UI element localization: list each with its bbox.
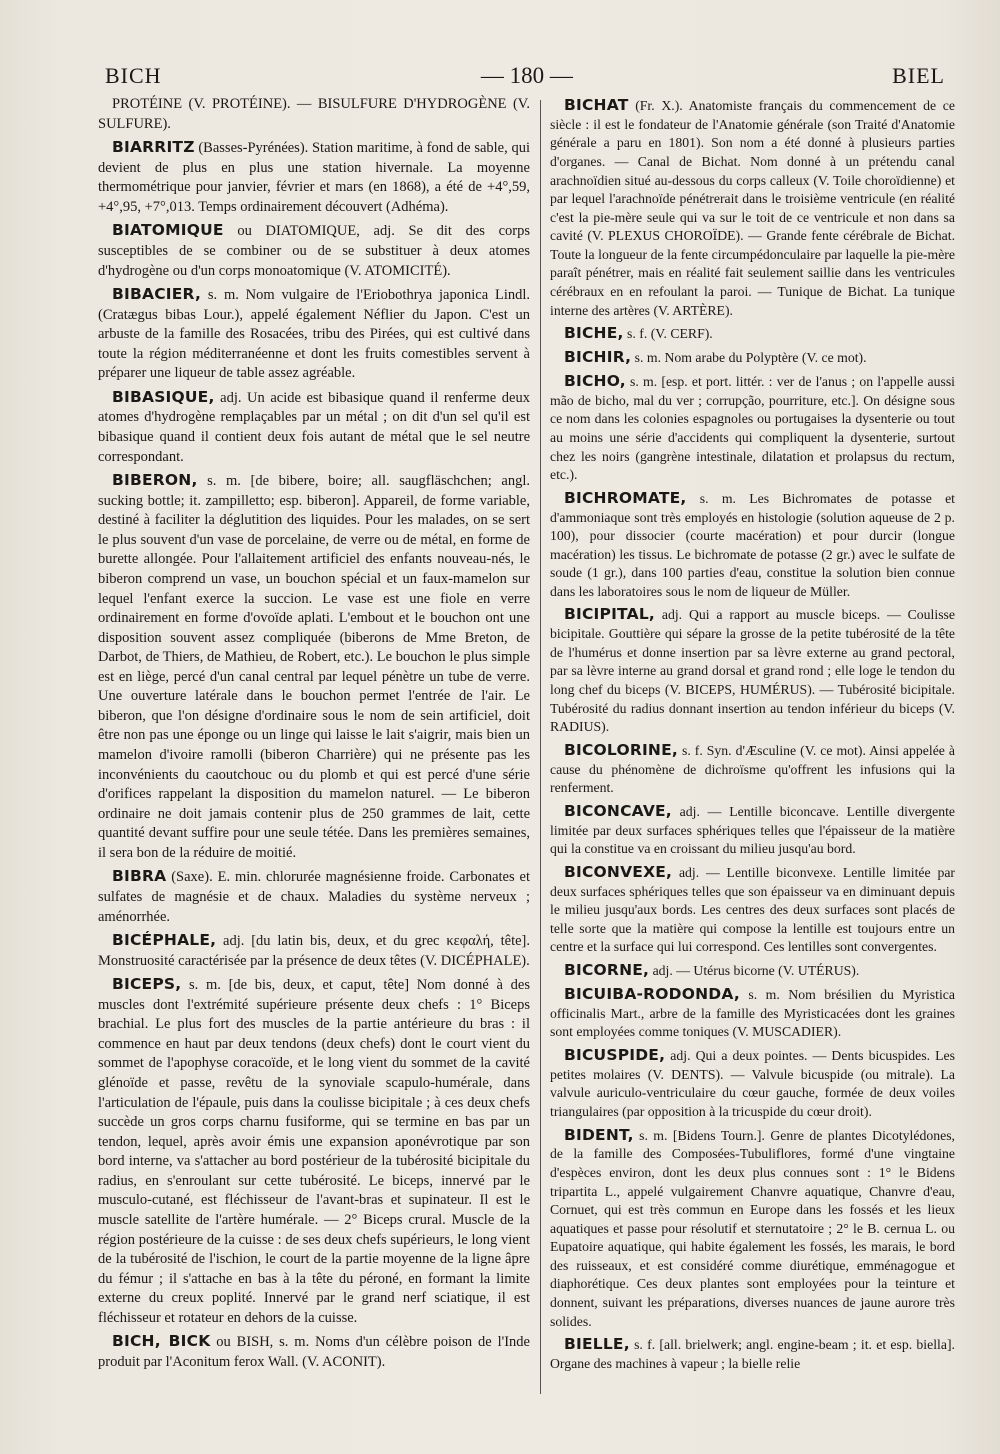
entry-headword: BICHIR, [564, 348, 632, 367]
entry-headword: BICOLORINE, [564, 740, 678, 759]
entry-text: s. f. [all. brielwerk; angl. engine-beam ; it. et esp. biella]. Organe des machines à vapeur ; la bielle relie [550, 1337, 955, 1372]
dictionary-entry [98, 866, 530, 927]
entry-text: s. m. [de bis, deux, et caput, tête] Nom donné à des muscles dont l'extrémité supérieure présente deux chefs : 1° Biceps brachial. Le plus fort des muscles de la partie antérieure du bras : il commence en haut par deux tendons (deux chefs) dont le court vient du sommet de l'apophyse coracoïde, et le long vient du sommet de la cavité glénoïde et passe, revêtu de la synoviale scapulo-humérale, dans l'articulation de l'épaule, puis dans la coulisse bicipitale ; à ces deux chefs succède un gros corps charnu fusiforme, qui se termine en bas par un tendon, lequel, après avoir émis une expansion aponévrotique par son bord interne, va s'attacher au bord postérieur de la tubérosité bicipitale du radius, en s'enroulant sur cette tubérosité. Le biceps, innervé par le musculo-cutané, est fléchisseur de l'avant-bras et supinateur. Il est le muscle satellite de l'artère humérale. — 2° Biceps crural. Muscle de la région postérieure de la cuisse : de ses deux chefs supérieurs, le long vient de la tubérosité de l'ischion, le court de la partie moyenne de la ligne âpre du fémur ; il s'attache en bas à la tête du péroné, en formant la limite externe du creux poplité. Innervé par le grand nerf sciatique, il est fléchisseur et rotateur en dehors de la cuisse. [98, 977, 530, 1326]
dictionary-entry [98, 470, 530, 863]
entry-text: s. m. Nom arabe du Polyptère (V. ce mot). [631, 350, 867, 366]
entry-headword: BICHO, [564, 371, 626, 390]
entry-text: s. m. Les Bichromates de potasse et d'ammoniaque sont très employés en histologie (solution aqueuse de 2 p. 100), pour dissocier (courte macération) et pour durcir (longue macération) les tissus. Le bichromate de potasse (2 gr.) avec le sulfate de soude (1 gr.), dans 100 parties d'eau, constitue la solution bien connue dans les laboratoires sous le nom de liqueur de Müller. [550, 490, 955, 599]
entry-headword: BIELLE, [564, 1335, 630, 1354]
right-column [550, 95, 955, 1402]
dictionary-entry [98, 387, 530, 467]
dictionary-entry [98, 284, 530, 384]
entry-headword: BICONVEXE, [564, 862, 673, 881]
dictionary-entry [550, 984, 955, 1042]
dictionary-entry [550, 740, 955, 798]
entry-headword: BICONCAVE, [564, 801, 672, 820]
entry-text: adj. Qui a rapport au muscle biceps. — Coulisse bicipitale. Gouttière qui sépare la grosse de la petite tubérosité de la tête de l'humérus et donne insertion par sa lèvre externe au grand pectoral, par sa lèvre interne au grand dorsal et grand rond ; elle loge le tendon du long chef du biceps (V. BICEPS, HUMÉRUS). — Tubérosité bicipitale. Tubérosité du radius donnant insertion au tendon inférieur du biceps (V. RADIUS). [550, 607, 955, 735]
entry-headword: BICH, BICK [112, 1332, 211, 1351]
entry-headword: BICUIBA-RODONDA, [564, 984, 740, 1003]
entry-text: s. m. [de bibere, boire; all. saugfläschchen; angl. sucking bottle; it. zampilletto; esp. biberon]. Appareil, de forme variable, destiné à faciliter la déglutition des liquides. Pour les malades, on se sert le plus souvent d'un vase de porcelaine, de verre ou de métal, en forme de burette allongée. Pour l'allaitement artificiel des enfants nouveau-nés, le biberon comprend un vase, un bouchon spécial et un faux-mamelon sur lequel l'enfant exerce la succion. Le vase est une fiole en verre ordinairement en forme d'ovoïde aplati. L'embout et le bouchon ont une disposition souvent assez compliquée (biberons de Mme Breton, de Darbot, de Thiers, de Mathieu, de Robert, etc.). Le bouchon le plus simple est en liège, percé d'un canal central par lequel pénètre un tube de verre. Une ouverture latérale dans le bouchon permet l'entrée de l'air. Le biberon, que l'on désigne d'ordinaire sous le nom de sein artificiel, doit être non pas une éponge ou un linge qui laisse le lait s'aigrir, mais bien un mamelon d'ivoire ramolli (biberon Charrière) qui ne présente pas les inconvénients du caoutchouc ou du plomb et qui est percé d'une série d'orifices rappelant la disposition du mamelon naturel. — Le biberon ordinaire ne doit jamais contenir plus de 250 grammes de lait, cette quantité devant suffire pour une seule tétée. Dans les premières semaines, il sera bon de la réduire de moitié. [98, 473, 530, 861]
page-number: — 180 — [480, 63, 573, 88]
dictionary-entry [98, 95, 530, 134]
dictionary-entry [550, 862, 955, 957]
entry-text: adj. Un acide est bibasique quand il renferme deux atomes d'hydrogène remplaçables par un métal ; on dit d'un sel qu'il est bibasique quand il contient deux fois autant de métal que le sel neutre correspondant. [98, 389, 530, 465]
entry-text: ou BISH, s. m. Noms d'un célèbre poison de l'Inde produit par l'Aconitum ferox Wall. (V. ACONIT). [98, 1334, 530, 1370]
entry-text: s. m. Nom brésilien du Myristica officinalis Mart., arbre de la famille des Myristicacées dont les graines sont employées comme toniques (V. MUSCADIER). [550, 986, 955, 1040]
entry-text: adj. — Lentille biconcave. Lentille divergente limitée par deux surfaces sphériques telles que l'épaisseur de la matière qui la constitue va en croissant du milieu jusqu'au bord. [550, 803, 955, 857]
dictionary-entry [550, 604, 955, 736]
dictionary-entry [98, 1331, 530, 1372]
dictionary-entry [98, 220, 530, 281]
entry-headword: BICHROMATE, [564, 488, 687, 507]
entry-text: ou DIATOMIQUE, adj. Se dit des corps susceptibles de se combiner ou de se substituer à deux atomes d'hydrogène ou d'un corps monoatomique (V. ATOMICITÉ). [98, 223, 530, 279]
entry-text: (Saxe). E. min. chlorurée magnésienne froide. Carbonates et sulfates de magnésie et de chaux. Maladies du système nerveux ; aménorrhée. [98, 869, 530, 925]
dictionary-entry [98, 974, 530, 1328]
entry-text: s. m. [Bidens Tourn.]. Genre de plantes Dicotylédones, de la famille des Composées-Tubuliflores, formé d'une vingtaine d'espèces environ, dont les deux plus connues sont : 1° le Bidens tripartita L., appelé vulgairement Chanvre aquatique, Chanvre d'eau, Cornuet, qui est très commun en Europe dans les fossés et les lieux aquatiques et passe pour résolutif et sternutatoire ; 2° le B. cernua L. ou Eupatoire aquatique, qui habite également les fossés, les marais, le bord des ruisseaux, et est considéré comme diurétique, emménagogue et diaphorétique. Ces deux plantes sont employées pour la teinture et donnent, suivant les préparations, diverses nuances de jaune aurore très solides. [550, 1127, 955, 1329]
dictionary-entry [550, 347, 955, 368]
entry-headword: BIBRA [112, 867, 167, 886]
entry-text: adj. Qui a deux pointes. — Dents bicuspides. Les petites molaires (V. DENTS). — Valvule bicuspide (ou mitrale). La valvule auriculo-ventriculaire du cœur gauche, formée de deux voiles triangulaires (par opposition à la tricuspide du cœur droit). [550, 1047, 955, 1119]
entry-headword: BIBACIER, [112, 285, 202, 304]
entry-text: s. m. [esp. et port. littér. : ver de l'anus ; on l'appelle aussi mão de bicho, mal du ver ; corrupção, pourriture, etc.]. On désigne sous ce nom dans les colonies espagnoles ou portugaises la dysenterie ou tout au moins une série d'accidents qui compliquent la dysenterie, surtout chez les noirs (gangrène intestinale, dilatation et prolapsus du rectum, etc.). [550, 373, 955, 483]
entry-headword: BICIPITAL, [564, 605, 655, 624]
entry-headword: BICHE, [564, 324, 624, 343]
dictionary-entry [550, 371, 955, 485]
column-divider [540, 100, 541, 1394]
entry-headword: BICHAT [564, 96, 629, 114]
entry-headword: BIDENT, [564, 1125, 634, 1144]
page-header [105, 58, 945, 94]
dictionary-entry [550, 960, 955, 981]
dictionary-entry [550, 1334, 955, 1373]
entry-headword: BIBASIQUE, [112, 387, 215, 406]
entry-headword: BIARRITZ [112, 138, 195, 157]
entry-text: (Basses-Pyrénées). Station maritime, à fond de sable, qui devient de plus en plus une station hivernale. La moyenne thermométrique pour janvier, février et mars (en 1868), a été de +4°,59, +4°,95, +7°,013. Temps ordinairement découvert (Adhéma). [98, 140, 530, 215]
dictionary-entry [98, 930, 530, 971]
entry-headword: BICEPS, [112, 975, 182, 994]
left-running-head: BICH [105, 63, 162, 88]
dictionary-entry [550, 1125, 955, 1332]
dictionary-entry [98, 137, 530, 217]
entry-headword: BIATOMIQUE [112, 221, 224, 240]
entry-text: adj. — Lentille biconvexe. Lentille limitée par deux surfaces sphériques telles que son épaisseur va en diminuant depuis le milieu jusqu'aux bords. Les centres des deux surfaces sont placés de telle sorte que la matière qui compose la lentille est toujours entre un centre et la surface qui lui correspond. Ces lentilles sont convergentes. [550, 864, 955, 955]
entry-text: s. m. Nom vulgaire de l'Eriobothrya japonica Lindl. (Cratægus bibas Lour.), appelé également Néflier du Japon. C'est un arbuste de la famille des Rosacées, tribu des Pirées, qui est cultivé dans toute la région méditerranéenne et dont les fruits comestibles servent à préparer une liqueur de table assez agréable. [98, 287, 530, 382]
entry-text: s. f. Syn. d'Æsculine (V. ce mot). Ainsi appelée à cause du phénomène de dichroïsme qu'offrent les infusions qui la renferment. [550, 742, 955, 796]
entry-headword: BIBERON, [112, 471, 198, 490]
entry-text: s. f. (V. CERF). [623, 326, 713, 342]
entry-text: (Fr. X.). Anatomiste français du commencement de ce siècle : il est le fondateur de l'Anatomie générale (son Traité d'Anatomie générale a paru en 1801). Son nom a été donné à plusieurs parties d'organes. — Canal de Bichat. Nom donné à un prétendu canal arachnoïdien situé au-dessous du corps calleux (V. Toile choroïdienne) et par lequel l'arachnoïde pénétrerait dans le troisième ventricule (en réalité c'est la pie-mère seule qui va sur le toit de ce ventricule et non dans sa cavité (V. PLEXUS CHOROÏDE). — Grande fente cérébrale de Bichat. Toute la longueur de la fente circumpédonculaire par laquelle la pie-mère paraît pénétrer, mais en réalité fait seulement saillie dans les ventricules cérébraux en en refoulant la paroi. — Tunique de Bichat. La tunique interne des artères (V. ARTÈRE). [550, 98, 955, 318]
right-running-head: BIEL [892, 63, 945, 88]
entry-text: adj. — Utérus bicorne (V. UTÉRUS). [649, 962, 860, 978]
dictionary-entry [550, 801, 955, 859]
entry-text: PROTÉINE (V. PROTÉINE). — BISULFURE D'HYDROGÈNE (V. SULFURE). [98, 96, 530, 132]
entry-headword: BICORNE, [564, 960, 650, 979]
dictionary-entry [550, 1045, 955, 1122]
dictionary-entry [550, 95, 955, 320]
dictionary-entry [550, 488, 955, 602]
left-column [98, 95, 530, 1402]
entry-text: adj. [du latin bis, deux, et du grec κεφαλή, tête]. Monstruosité caractérisée par la présence de deux têtes (V. DICÉPHALE). [98, 933, 530, 969]
entry-headword: BICÉPHALE, [112, 931, 217, 950]
entry-headword: BICUSPIDE, [564, 1045, 666, 1064]
dictionary-entry [550, 323, 955, 344]
